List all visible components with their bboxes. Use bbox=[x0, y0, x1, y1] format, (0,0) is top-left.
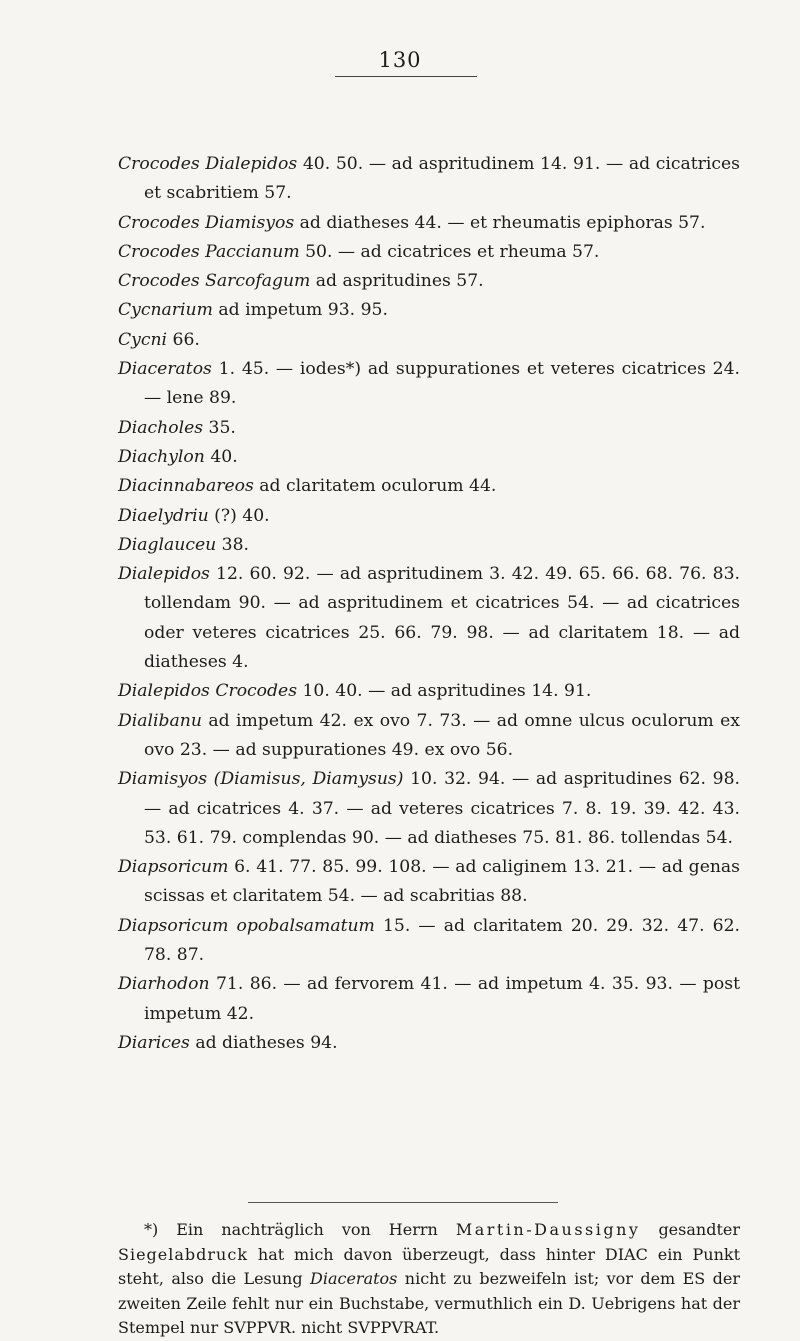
entry-text: (?) 40. bbox=[208, 505, 270, 526]
index-entry bbox=[118, 355, 740, 414]
entry-text: 71. 86. — ad fervorem 41. — ad impetum 4. 35. 93. — post impetum 42. bbox=[144, 974, 740, 1024]
footnote-text: hat mich davon überzeugt, dass hinter DIAC ein Punkt steht, also die Lesung bbox=[118, 1244, 740, 1288]
entry-text: ad diatheses 44. — et rheumatis epiphoras 57. bbox=[294, 212, 706, 233]
index-entry bbox=[118, 238, 740, 267]
index-entry bbox=[118, 765, 740, 853]
footnote-text: gesandter bbox=[640, 1220, 740, 1239]
entry-term: Crocodes Dialepidos bbox=[118, 154, 298, 174]
entry-text: 6. 41. 77. 85. 99. 108. — ad caliginem 13. 21. — ad genas scissas et claritatem 54. — ad scabritias 88. bbox=[144, 857, 740, 907]
entry-text: ad claritatem oculorum 44. bbox=[253, 476, 497, 497]
entry-term: Diaceratos bbox=[118, 359, 212, 380]
footnote-text: *) Ein nachträglich von Herrn bbox=[144, 1220, 456, 1239]
index-entry bbox=[118, 443, 740, 472]
index-entry bbox=[118, 912, 740, 971]
entry-term: Cycnarium bbox=[118, 300, 213, 321]
index-entry bbox=[118, 209, 740, 238]
index-entry bbox=[118, 560, 740, 677]
entry-term: Crocodes Paccianum bbox=[118, 241, 300, 262]
entry-text: 10. 32. 94. — ad aspritudines 62. 98. — ad cicatrices 4. 37. — ad veteres cicatrices 7. 8. 19. 39. 42. 43. 53. 61. 79. complendas 90. — ad diatheses 75. 81. 86. tollendas 54. bbox=[144, 769, 740, 848]
index-entry bbox=[118, 326, 740, 355]
entry-text: 12. 60. 92. — ad aspritudinem 3. 42. 49. 65. 66. 68. 76. 83. tollendam 90. — ad aspritudinem et cicatrices 54. — ad cicatrices oder veteres cicatrices 25. 66. 79. 98. — ad claritatem 18. — ad diatheses 4. bbox=[144, 564, 740, 673]
index-entry bbox=[118, 150, 740, 209]
entry-term: Diamisyos (Diamisus, Diamysus) bbox=[118, 769, 404, 790]
entry-term: Diachylon bbox=[118, 446, 205, 467]
index-entry bbox=[118, 677, 740, 706]
entry-term: Diarhodon bbox=[118, 974, 210, 995]
index-entry bbox=[118, 1029, 740, 1058]
entry-term: Dialepidos bbox=[118, 564, 210, 585]
entry-term: Crocodes Diamisyos bbox=[118, 212, 295, 233]
footnote-spaced-word: Siegelabdruck bbox=[118, 1244, 249, 1264]
index-entry bbox=[118, 502, 740, 531]
entry-term: Diaelydriu bbox=[118, 505, 209, 526]
entry-term: Diaglauceu bbox=[118, 534, 217, 555]
index-entry bbox=[118, 472, 740, 501]
entry-text: 40. bbox=[204, 446, 238, 467]
entry-term: Dialibanu bbox=[118, 710, 202, 731]
entry-term: Diarices bbox=[118, 1032, 190, 1053]
entry-text: ad diatheses 94. bbox=[189, 1032, 338, 1053]
entry-text: 50. — ad cicatrices et rheuma 57. bbox=[299, 241, 600, 262]
footnote-term: Diaceratos bbox=[310, 1269, 398, 1288]
entry-term: Diapsoricum opobalsamatum bbox=[118, 915, 375, 936]
entry-text: 38. bbox=[216, 534, 250, 555]
entry-text: ad impetum 93. 95. bbox=[212, 300, 388, 321]
entry-text: 10. 40. — ad aspritudines 14. 91. bbox=[297, 681, 592, 702]
entry-text: 35. bbox=[203, 417, 236, 438]
entry-text: 15. — ad claritatem 20. 29. 32. 47. 62. 78. 87. bbox=[144, 915, 740, 966]
entry-text: 40. 50. — ad aspritudinem 14. 91. — ad cicatrices et scabritiem 57. bbox=[144, 154, 740, 204]
index-entry bbox=[118, 970, 740, 1029]
entry-term: Diapsoricum bbox=[118, 857, 229, 878]
footnote-person-name: Martin-Daussigny bbox=[455, 1220, 641, 1239]
index-entries bbox=[118, 150, 740, 1058]
index-entry bbox=[118, 267, 740, 296]
index-entry bbox=[118, 296, 740, 325]
footnote-text: nicht zu bezweifeln ist; vor dem ES der zweiten Zeile fehlt nur ein Buchstabe, vermuthlich ein D. Uebrigens hat der Stempel nur SVPPVR. nicht SVPPVRAT. bbox=[118, 1269, 741, 1337]
footnote bbox=[118, 1218, 740, 1341]
entry-term: Dialepidos Crocodes bbox=[118, 681, 298, 702]
entry-text: ad aspritudines 57. bbox=[310, 271, 484, 292]
index-entry bbox=[118, 853, 740, 912]
entry-term: Diacinnabareos bbox=[118, 476, 254, 497]
index-entry bbox=[118, 531, 740, 560]
index-entry bbox=[118, 707, 740, 766]
entry-text: ad impetum 42. ex ovo 7. 73. — ad omne ulcus oculorum ex ovo 23. — ad suppurationes 49. ex ovo 56. bbox=[144, 710, 740, 760]
entry-term: Diacholes bbox=[118, 417, 204, 438]
index-entry bbox=[118, 414, 740, 443]
page-number: 130 bbox=[378, 48, 422, 72]
entry-text: 66. bbox=[167, 329, 200, 350]
footnote-divider bbox=[248, 1202, 558, 1203]
entry-term: Crocodes Sarcofagum bbox=[118, 271, 311, 292]
entry-term: Cycni bbox=[118, 329, 168, 350]
entry-text: 1. 45. — iodes*) ad suppurationes et veteres cicatrices 24. — lene 89. bbox=[144, 359, 740, 409]
page-number-underline bbox=[335, 76, 477, 77]
